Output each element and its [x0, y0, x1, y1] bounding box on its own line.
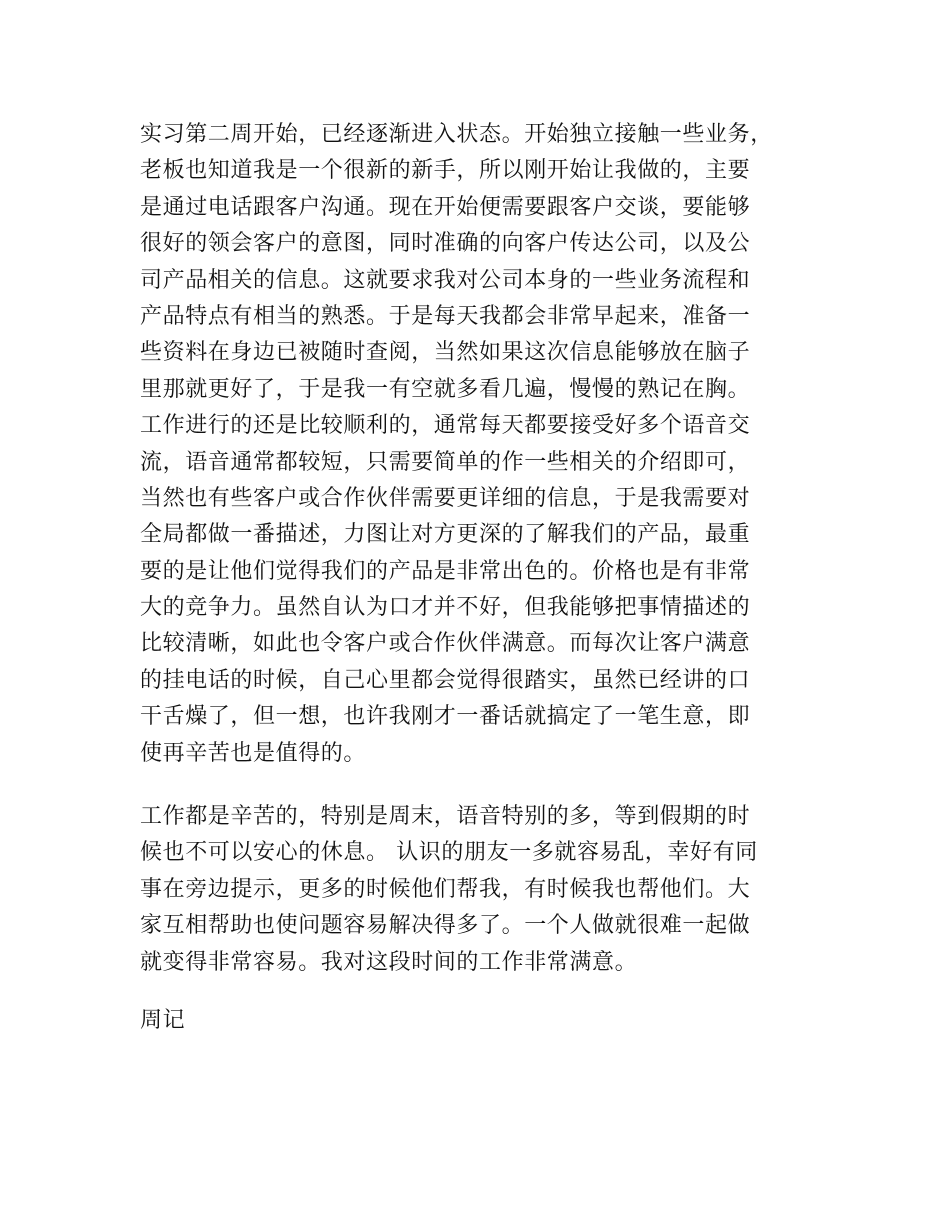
paragraph-line: 里那就更好了，于是我一有空就多看几遍，慢慢的熟记在胸。	[140, 376, 751, 402]
paragraph-line: 要的是让他们觉得我们的产品是非常出色的。价格也是有非常	[140, 558, 751, 584]
paragraph-line: 流，语音通常都较短，只需要简单的作一些相关的介绍即可，	[140, 449, 751, 475]
paragraph-line: 工作都是辛苦的，特别是周末，语音特别的多，等到假期的时	[140, 804, 751, 829]
paragraph-line: 些资料在身边已被随时查阅，当然如果这次信息能够放在脑子	[140, 340, 751, 366]
paragraph-line: 产品特点有相当的熟悉。于是每天我都会非常早起来，准备一	[140, 303, 751, 329]
paragraph-line: 老板也知道我是一个很新的新手，所以刚开始让我做的，主要	[140, 158, 751, 184]
paragraph-line: 事在旁边提示，更多的时候他们帮我，有时候我也帮他们。大	[140, 876, 751, 902]
paragraph-line: 周记	[140, 1008, 186, 1033]
paragraph-line: 当然也有些客户或合作伙伴需要更详细的信息，于是我需要对	[140, 485, 751, 511]
paragraph-line: 使再辛苦也是值得的。	[140, 740, 367, 766]
paragraph-line: 大的竞争力。虽然自认为口才并不好，但我能够把事情描述的	[140, 595, 751, 621]
paragraph-line: 比较清晰，如此也令客户或合作伙伴满意。而每次让客户满意	[140, 631, 751, 657]
paragraph-line: 工作进行的还是比较顺利的，通常每天都要接受好多个语音交	[140, 413, 751, 439]
paragraph-line: 司产品相关的信息。这就要求我对公司本身的一些业务流程和	[140, 267, 751, 293]
body-paragraph-1	[140, 117, 810, 772]
paragraph-line: 就变得非常容易。我对这段时间的工作非常满意。	[140, 949, 638, 975]
paragraph-line: 的挂电话的时候，自己心里都会觉得很踏实，虽然已经讲的口	[140, 667, 751, 693]
paragraph-line: 候也不可以安心的休息。 认识的朋友一多就容易乱，幸好有同	[140, 840, 758, 866]
heading-weekly-journal	[140, 1003, 810, 1039]
paragraph-line: 全局都做一番描述，力图让对方更深的了解我们的产品，最重	[140, 522, 751, 548]
paragraph-line: 很好的领会客户的意图，同时准确的向客户传达公司，以及公	[140, 231, 751, 257]
body-paragraph-2	[140, 799, 810, 981]
paragraph-line: 是通过电话跟客户沟通。现在开始便需要跟客户交谈，要能够	[140, 194, 751, 220]
paragraph-line: 家互相帮助也使问题容易解决得多了。一个人做就很难一起做	[140, 913, 751, 939]
paragraph-line: 实习第二周开始，已经逐渐进入状态。开始独立接触一些业务，	[140, 122, 773, 147]
paragraph-line: 干舌燥了，但一想，也许我刚才一番话就搞定了一笔生意，即	[140, 704, 751, 730]
